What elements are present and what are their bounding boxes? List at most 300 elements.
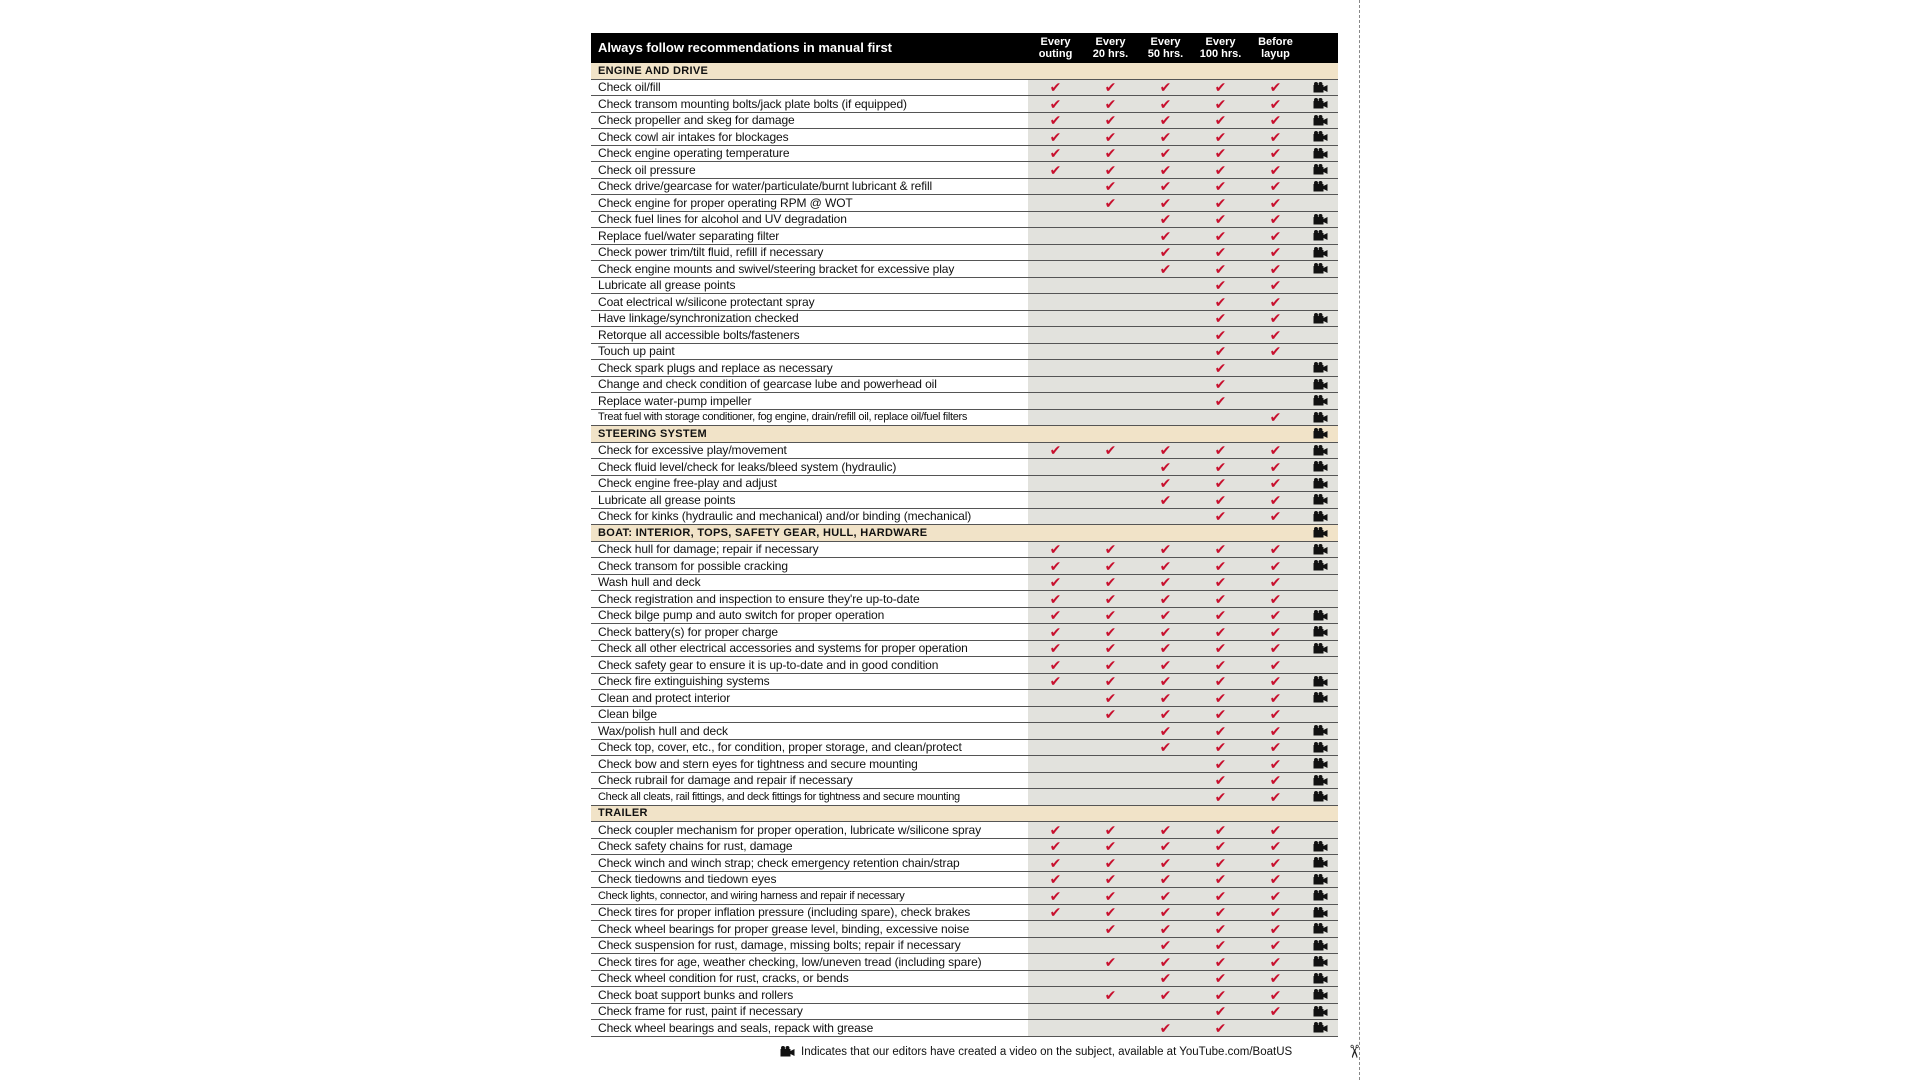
video-camera-icon [1313,148,1328,159]
task-label: Check propeller and skeg for damage [591,112,1028,129]
cell-before-layup [1248,376,1303,393]
check-mark-icon: ✔ [1159,211,1172,228]
check-mark-icon: ✔ [1214,310,1227,327]
check-mark-icon: ✔ [1269,920,1282,937]
cell-every-50-hrs [1138,1003,1193,1020]
cell-every-outing [1028,970,1083,987]
check-mark-icon: ✔ [1269,590,1282,607]
video-camera-icon [1313,214,1328,225]
check-mark-icon: ✔ [1214,656,1227,673]
cell-every-50-hrs [1138,277,1193,294]
cell-every-outing [1028,393,1083,410]
table-row [591,673,1338,690]
check-mark-icon: ✔ [1104,640,1117,657]
task-label: Check transom for possible cracking [591,558,1028,575]
maintenance-table [591,33,1338,1037]
cell-every-20-hrs [1083,756,1138,773]
table-row [591,211,1338,228]
cell-every-100-hrs [1193,1020,1248,1037]
check-mark-icon: ✔ [1214,590,1227,607]
cell-every-outing [1028,657,1083,674]
cell-every-outing [1028,954,1083,971]
check-mark-icon: ✔ [1049,95,1062,112]
cell-before-layup [1248,574,1303,591]
cell-every-100-hrs [1193,195,1248,212]
check-mark-icon: ✔ [1159,838,1172,855]
section-video-cell [1303,525,1338,542]
check-mark-icon: ✔ [1269,970,1282,987]
cell-every-100-hrs [1193,838,1248,855]
video-cell [1303,888,1338,905]
video-cell [1303,393,1338,410]
video-camera-icon [1313,857,1328,868]
check-mark-icon: ✔ [1214,755,1227,772]
check-mark-icon: ✔ [1104,112,1117,129]
check-mark-icon: ✔ [1214,623,1227,640]
cell-every-100-hrs [1193,558,1248,575]
cell-before-layup [1248,327,1303,344]
cell-before-layup [1248,970,1303,987]
task-label: Check coupler mechanism for proper operation, lubricate w/silicone spray [591,822,1028,839]
cell-every-50-hrs [1138,1020,1193,1037]
cell-every-outing [1028,888,1083,905]
cell-every-outing [1028,508,1083,525]
cell-every-20-hrs [1083,393,1138,410]
table-title: Always follow recommendations in manual first [591,33,1028,63]
video-cell [1303,657,1338,674]
video-camera-icon [1313,461,1328,472]
video-cell [1303,723,1338,740]
check-mark-icon: ✔ [1049,904,1062,921]
cell-every-100-hrs [1193,277,1248,294]
section-video-cell [1303,426,1338,443]
check-mark-icon: ✔ [1214,376,1227,393]
cell-every-100-hrs [1193,211,1248,228]
check-mark-icon: ✔ [1159,227,1172,244]
task-label: Check bilge pump and auto switch for proper operation [591,607,1028,624]
task-label: Check tiedowns and tiedown eyes [591,871,1028,888]
video-camera-icon [1313,643,1328,654]
task-label: Check rubrail for damage and repair if necessary [591,772,1028,789]
video-camera-icon [1313,445,1328,456]
cell-before-layup [1248,937,1303,954]
video-cell [1303,921,1338,938]
check-mark-icon: ✔ [1104,673,1117,690]
cell-every-outing [1028,706,1083,723]
video-cell [1303,327,1338,344]
check-mark-icon: ✔ [1214,920,1227,937]
cell-every-outing [1028,162,1083,179]
video-camera-icon [1313,527,1328,538]
check-mark-icon: ✔ [1159,161,1172,178]
check-mark-icon: ✔ [1214,607,1227,624]
cell-every-20-hrs [1083,541,1138,558]
cell-every-50-hrs [1138,129,1193,146]
video-camera-icon [1313,263,1328,274]
video-camera-icon [1313,890,1328,901]
cell-every-outing [1028,211,1083,228]
cell-before-layup [1248,838,1303,855]
cell-every-100-hrs [1193,145,1248,162]
cell-before-layup [1248,96,1303,113]
check-mark-icon: ✔ [1269,689,1282,706]
cell-every-100-hrs [1193,706,1248,723]
check-mark-icon: ✔ [1159,79,1172,96]
table-row [591,244,1338,261]
cell-every-outing [1028,591,1083,608]
cell-every-outing [1028,1003,1083,1020]
video-camera-icon [1313,791,1328,802]
check-mark-icon: ✔ [1159,475,1172,492]
check-mark-icon: ✔ [1159,623,1172,640]
check-mark-icon: ✔ [1104,557,1117,574]
task-label: Check oil pressure [591,162,1028,179]
task-label: Check top, cover, etc., for condition, proper storage, and clean/protect [591,739,1028,756]
cell-every-20-hrs [1083,475,1138,492]
cell-every-50-hrs [1138,772,1193,789]
task-label: Check cowl air intakes for blockages [591,129,1028,146]
check-mark-icon: ✔ [1269,772,1282,789]
video-cell [1303,475,1338,492]
cell-before-layup [1248,244,1303,261]
check-mark-icon: ✔ [1159,260,1172,277]
cell-every-100-hrs [1193,855,1248,872]
task-label: Lubricate all grease points [591,492,1028,509]
table-row [591,591,1338,608]
check-mark-icon: ✔ [1159,491,1172,508]
check-mark-icon: ✔ [1269,673,1282,690]
cell-before-layup [1248,673,1303,690]
task-label: Check bow and stern eyes for tightness and secure mounting [591,756,1028,773]
video-cell [1303,739,1338,756]
video-camera-icon [1313,874,1328,885]
cell-every-outing [1028,442,1083,459]
cell-every-20-hrs [1083,162,1138,179]
video-cell [1303,360,1338,377]
cell-every-100-hrs [1193,673,1248,690]
check-mark-icon: ✔ [1269,409,1282,426]
maintenance-checklist [591,33,1338,1037]
section-cell [1248,63,1303,79]
cell-every-100-hrs [1193,475,1248,492]
cell-every-100-hrs [1193,178,1248,195]
cell-every-20-hrs [1083,244,1138,261]
cell-every-100-hrs [1193,112,1248,129]
check-mark-icon: ✔ [1104,128,1117,145]
video-cell [1303,574,1338,591]
task-label: Check frame for rust, paint if necessary [591,1003,1028,1020]
task-label: Check lights, connector, and wiring harness and repair if necessary [591,888,1028,905]
video-cell [1303,624,1338,641]
check-mark-icon: ✔ [1159,739,1172,756]
cell-before-layup [1248,904,1303,921]
cell-every-outing [1028,871,1083,888]
cell-every-20-hrs [1083,79,1138,96]
table-row [591,937,1338,954]
check-mark-icon: ✔ [1049,128,1062,145]
check-mark-icon: ✔ [1049,557,1062,574]
cell-every-50-hrs [1138,178,1193,195]
check-mark-icon: ✔ [1269,854,1282,871]
cell-every-20-hrs [1083,112,1138,129]
check-mark-icon: ✔ [1269,178,1282,195]
cell-every-outing [1028,475,1083,492]
video-camera-icon [1313,940,1328,951]
check-mark-icon: ✔ [1104,607,1117,624]
cell-every-outing [1028,459,1083,476]
check-mark-icon: ✔ [1214,722,1227,739]
cell-every-outing [1028,987,1083,1004]
cell-every-20-hrs [1083,921,1138,938]
video-camera-icon [1313,511,1328,522]
check-mark-icon: ✔ [1214,343,1227,360]
task-label: Check engine mounts and swivel/steering bracket for excessive play [591,261,1028,278]
video-camera-icon [1313,395,1328,406]
cell-every-100-hrs [1193,1003,1248,1020]
check-mark-icon: ✔ [1214,161,1227,178]
cell-every-100-hrs [1193,657,1248,674]
section-title: ENGINE AND DRIVE [591,63,1028,79]
col-every-20-hrs: Every 20 hrs. [1083,33,1138,63]
video-camera-icon [1313,181,1328,192]
task-label: Check engine free-play and adjust [591,475,1028,492]
col-every-100-hrs: Every 100 hrs. [1193,33,1248,63]
cell-every-outing [1028,838,1083,855]
check-mark-icon: ✔ [1049,673,1062,690]
check-mark-icon: ✔ [1104,590,1117,607]
cell-every-20-hrs [1083,855,1138,872]
cell-every-outing [1028,244,1083,261]
cell-before-layup [1248,739,1303,756]
cell-every-outing [1028,79,1083,96]
check-mark-icon: ✔ [1049,442,1062,459]
video-cell [1303,145,1338,162]
cell-every-100-hrs [1193,508,1248,525]
cell-every-100-hrs [1193,822,1248,839]
video-cell [1303,558,1338,575]
check-mark-icon: ✔ [1049,838,1062,855]
cell-before-layup [1248,261,1303,278]
task-label: Check for kinks (hydraulic and mechanical) and/or binding (mechanical) [591,508,1028,525]
table-row [591,459,1338,476]
cell-every-50-hrs [1138,789,1193,806]
cell-before-layup [1248,640,1303,657]
check-mark-icon: ✔ [1159,557,1172,574]
cell-every-50-hrs [1138,261,1193,278]
task-label: Check transom mounting bolts/jack plate bolts (if equipped) [591,96,1028,113]
table-row [591,970,1338,987]
cell-before-layup [1248,112,1303,129]
check-mark-icon: ✔ [1214,788,1227,805]
cell-every-50-hrs [1138,888,1193,905]
cell-every-20-hrs [1083,723,1138,740]
cell-every-20-hrs [1083,277,1138,294]
cell-every-20-hrs [1083,607,1138,624]
cell-every-20-hrs [1083,970,1138,987]
cell-every-50-hrs [1138,921,1193,938]
check-mark-icon: ✔ [1269,887,1282,904]
col-every-50-hrs: Every 50 hrs. [1138,33,1193,63]
check-mark-icon: ✔ [1049,887,1062,904]
cell-every-50-hrs [1138,393,1193,410]
check-mark-icon: ✔ [1159,244,1172,261]
cell-every-100-hrs [1193,739,1248,756]
table-row [591,607,1338,624]
cell-before-layup [1248,195,1303,212]
cell-before-layup [1248,607,1303,624]
section-cell [1248,525,1303,542]
check-mark-icon: ✔ [1214,772,1227,789]
cell-every-20-hrs [1083,459,1138,476]
cell-every-20-hrs [1083,904,1138,921]
task-label: Check fuel lines for alcohol and UV degradation [591,211,1028,228]
check-mark-icon: ✔ [1104,689,1117,706]
check-mark-icon: ✔ [1269,574,1282,591]
cell-every-outing [1028,145,1083,162]
video-cell [1303,294,1338,311]
cell-before-layup [1248,772,1303,789]
cell-every-50-hrs [1138,145,1193,162]
task-label: Wax/polish hull and deck [591,723,1028,740]
cell-every-outing [1028,492,1083,509]
cell-every-outing [1028,574,1083,591]
check-mark-icon: ✔ [1214,871,1227,888]
section-title: BOAT: INTERIOR, TOPS, SAFETY GEAR, HULL, HARDWARE [591,525,1028,542]
cell-every-50-hrs [1138,376,1193,393]
cell-every-20-hrs [1083,789,1138,806]
check-mark-icon: ✔ [1269,1003,1282,1020]
cell-before-layup [1248,822,1303,839]
check-mark-icon: ✔ [1214,475,1227,492]
cell-every-100-hrs [1193,244,1248,261]
task-label: Clean and protect interior [591,690,1028,707]
video-cell [1303,937,1338,954]
cell-every-50-hrs [1138,970,1193,987]
cell-every-50-hrs [1138,558,1193,575]
check-mark-icon: ✔ [1159,706,1172,723]
cell-every-50-hrs [1138,294,1193,311]
cell-every-100-hrs [1193,937,1248,954]
check-mark-icon: ✔ [1049,871,1062,888]
section-cell [1138,63,1193,79]
cell-every-outing [1028,178,1083,195]
check-mark-icon: ✔ [1269,128,1282,145]
check-mark-icon: ✔ [1049,607,1062,624]
cell-before-layup [1248,921,1303,938]
cell-every-outing [1028,921,1083,938]
cell-every-100-hrs [1193,79,1248,96]
cell-every-50-hrs [1138,690,1193,707]
check-mark-icon: ✔ [1159,590,1172,607]
cell-every-100-hrs [1193,294,1248,311]
check-mark-icon: ✔ [1049,79,1062,96]
task-label: Coat electrical w/silicone protectant spray [591,294,1028,311]
cell-every-100-hrs [1193,690,1248,707]
video-camera-icon [1313,742,1328,753]
video-camera-icon [1313,230,1328,241]
cell-every-100-hrs [1193,162,1248,179]
cell-every-50-hrs [1138,475,1193,492]
cell-every-20-hrs [1083,838,1138,855]
check-mark-icon: ✔ [1104,706,1117,723]
cell-every-20-hrs [1083,1020,1138,1037]
video-cell [1303,79,1338,96]
legend-text: Indicates that our editors have created a video on the subject, available at YouTube.com/BoatUS [801,1046,1293,1058]
video-cell [1303,706,1338,723]
cell-every-20-hrs [1083,1003,1138,1020]
check-mark-icon: ✔ [1269,722,1282,739]
video-cell [1303,228,1338,245]
cell-every-50-hrs [1138,310,1193,327]
cell-every-outing [1028,673,1083,690]
cell-every-20-hrs [1083,228,1138,245]
cell-every-100-hrs [1193,96,1248,113]
cell-before-layup [1248,987,1303,1004]
section-cell [1083,525,1138,542]
check-mark-icon: ✔ [1104,920,1117,937]
check-mark-icon: ✔ [1049,854,1062,871]
check-mark-icon: ✔ [1269,194,1282,211]
table-row [591,79,1338,96]
cell-every-50-hrs [1138,343,1193,360]
cell-every-20-hrs [1083,772,1138,789]
check-mark-icon: ✔ [1214,838,1227,855]
video-cell [1303,640,1338,657]
cell-every-100-hrs [1193,393,1248,410]
section-cell [1028,63,1083,79]
cell-every-100-hrs [1193,129,1248,146]
video-cell [1303,492,1338,509]
table-row [591,987,1338,1004]
cell-every-20-hrs [1083,492,1138,509]
video-cell [1303,376,1338,393]
cell-every-20-hrs [1083,261,1138,278]
video-camera-icon [1313,379,1328,390]
task-label: Replace water-pump impeller [591,393,1028,410]
check-mark-icon: ✔ [1159,442,1172,459]
task-label: Lubricate all grease points [591,277,1028,294]
cell-every-50-hrs [1138,459,1193,476]
cell-every-100-hrs [1193,574,1248,591]
table-row [591,772,1338,789]
video-cell [1303,772,1338,789]
cell-every-outing [1028,129,1083,146]
cell-every-outing [1028,360,1083,377]
table-row [591,574,1338,591]
video-camera-icon [1313,973,1328,984]
check-mark-icon: ✔ [1159,574,1172,591]
cell-every-50-hrs [1138,756,1193,773]
check-mark-icon: ✔ [1269,623,1282,640]
cell-every-outing [1028,112,1083,129]
section-cell [1083,426,1138,443]
cell-every-100-hrs [1193,954,1248,971]
check-mark-icon: ✔ [1269,293,1282,310]
check-mark-icon: ✔ [1269,755,1282,772]
check-mark-icon: ✔ [1269,607,1282,624]
check-mark-icon: ✔ [1269,442,1282,459]
check-mark-icon: ✔ [1049,590,1062,607]
cell-every-100-hrs [1193,987,1248,1004]
check-mark-icon: ✔ [1049,161,1062,178]
check-mark-icon: ✔ [1159,640,1172,657]
cell-before-layup [1248,409,1303,426]
cell-every-50-hrs [1138,574,1193,591]
section-cell [1138,525,1193,542]
cell-every-100-hrs [1193,360,1248,377]
task-label: Replace fuel/water separating filter [591,228,1028,245]
check-mark-icon: ✔ [1214,986,1227,1003]
